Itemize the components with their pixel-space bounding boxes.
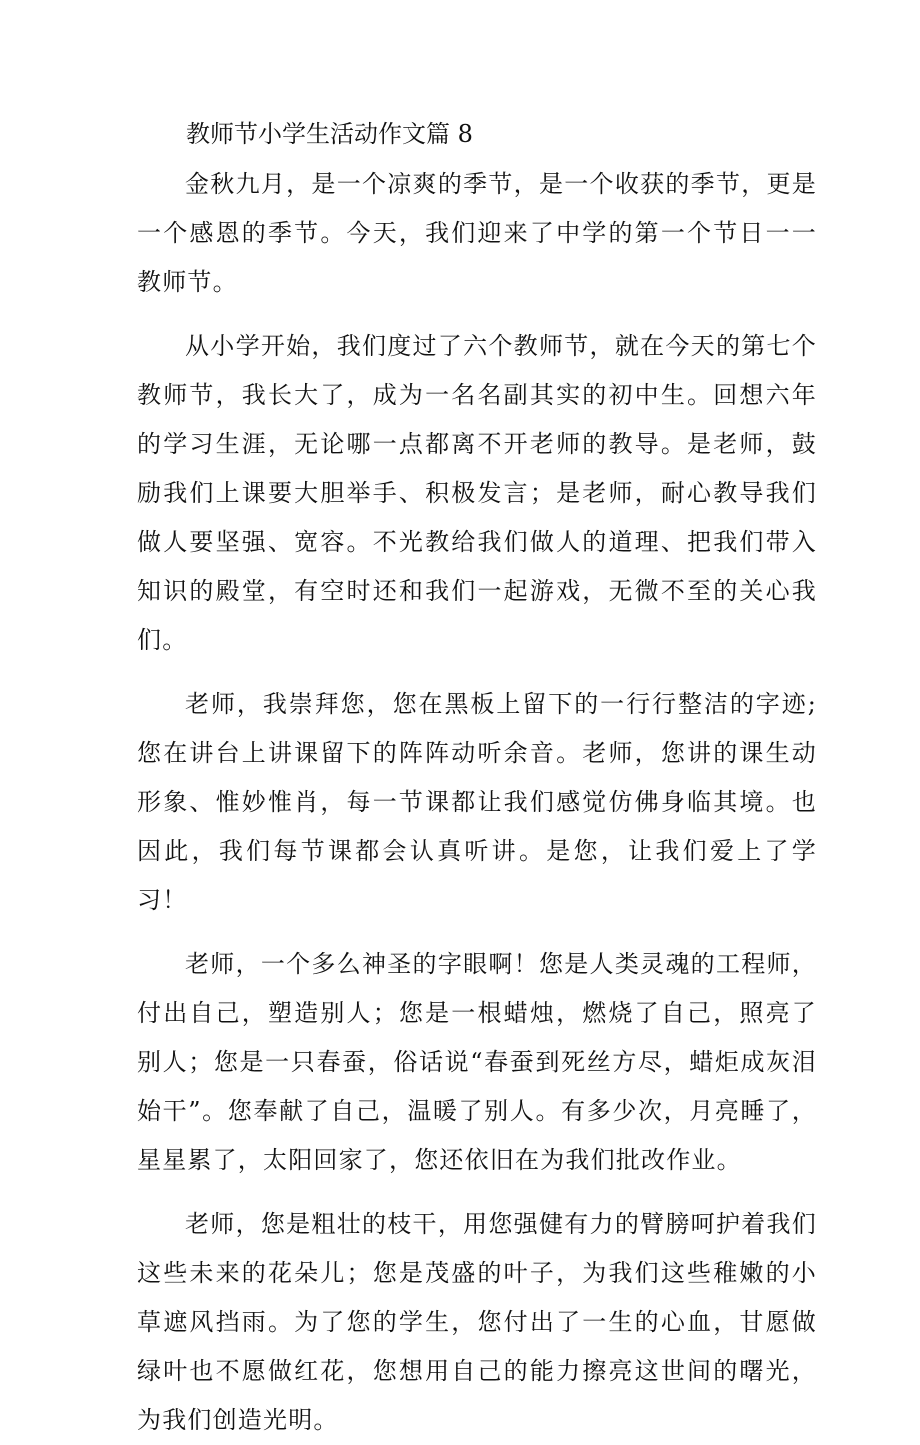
paragraph-4: 老师，一个多么神圣的字眼啊！您是人类灵魂的工程师，付出自己，塑造别人；您是一根蜡烛，燃烧了自己，照亮了别人；您是一只春蚕，俗话说“春蚕到死丝方尽，蜡炬成灰泪始干”。您奉献了自己，温暖了别人。有多少次，月亮睡了，星星累了，太阳回家了，您还依旧在为我们批改作业。	[137, 950, 817, 1174]
document-body	[137, 160, 817, 1445]
paragraph-3: 老师，我崇拜您，您在黑板上留下的一行行整洁的字迹;您在讲台上讲课留下的阵阵动听余音。老师，您讲的课生动形象、惟妙惟肖，每一节课都让我们感觉仿佛身临其境。也因此，我们每节课都会认真听讲。是您，让我们爱上了学习！	[137, 690, 817, 914]
paragraph-1: 金秋九月，是一个凉爽的季节，是一个收获的季节，更是一个感恩的季节。今天，我们迎来了中学的第一个节日一一教师节。	[137, 170, 817, 296]
document-title: 教师节小学生活动作文篇 8	[186, 120, 473, 148]
paragraph-2: 从小学开始，我们度过了六个教师节，就在今天的第七个教师节，我长大了，成为一名名副其实的初中生。回想六年的学习生涯，无论哪一点都离不开老师的教导。是老师，鼓励我们上课要大胆举手、积极发言；是老师，耐心教导我们做人要坚强、宽容。不光教给我们做人的道理、把我们带入知识的殿堂，有空时还和我们一起游戏，无微不至的关心我们。	[137, 332, 817, 654]
paragraph-5: 老师，您是粗壮的枝干，用您强健有力的臂膀呵护着我们这些未来的花朵儿；您是茂盛的叶子，为我们这些稚嫩的小草遮风挡雨。为了您的学生，您付出了一生的心血，甘愿做绿叶也不愿做红花，您想用自己的能力擦亮这世间的曙光，为我们创造光明。	[137, 1210, 817, 1434]
